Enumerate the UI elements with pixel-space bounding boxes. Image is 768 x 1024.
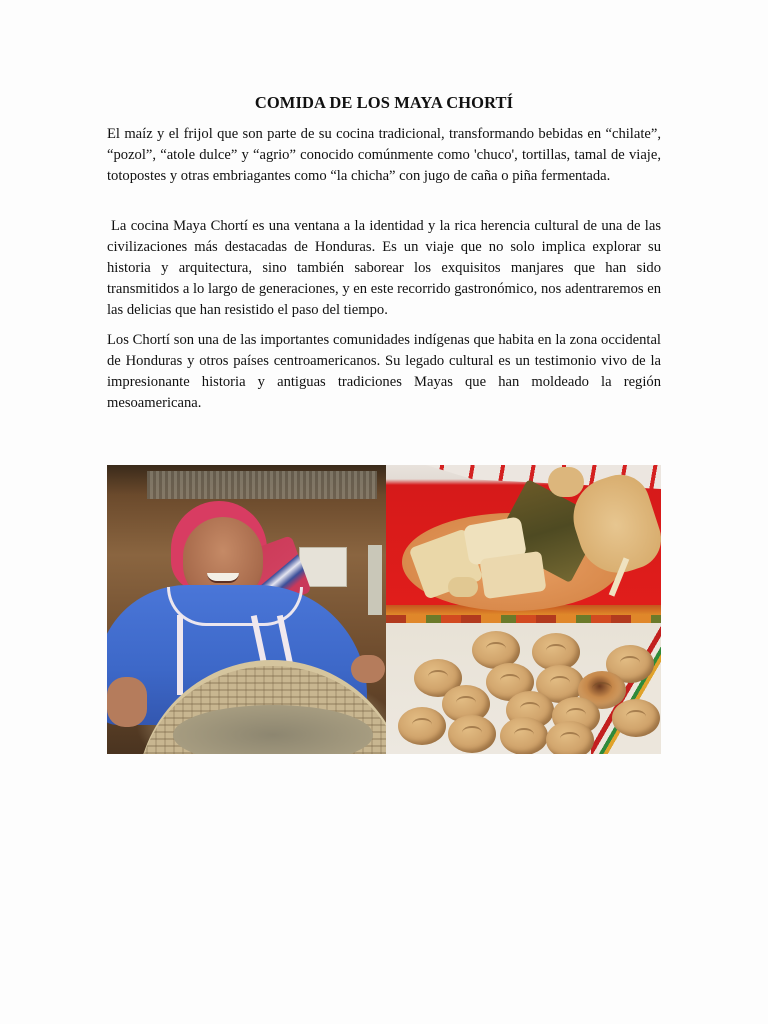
tamal-shape <box>480 551 547 599</box>
window-decor <box>368 545 382 615</box>
photo-totopostes <box>386 615 661 754</box>
cookie-shape <box>398 707 446 745</box>
blouse-stripe <box>177 615 183 695</box>
page-title: COMIDA DE LOS MAYA CHORTÍ <box>254 93 514 112</box>
roof-decor <box>147 471 377 499</box>
cookie-shape <box>500 717 548 754</box>
paragraph-ingredients: El maíz y el frijol que son parte de su cocina tradicional, transformando bebidas en “chilate”, “pozol”, “atole dulce” y “agrio” conocido comúnmente como 'chuco', tortillas, tamal de viaje, totopostes y otras embriagantes como “la chicha” con jugo de caña o piña fermentada. <box>107 126 661 184</box>
paragraph-chorti-community: Los Chortí son una de las importantes comunidades indígenas que habita en la zona occidental de Honduras y otros países centroamericanos. Su legado cultural es un testimonio vivo de la impresionante historia y antiguas tradiciones Mayas que han moldeado la región mesoamericana. <box>107 332 661 411</box>
smile-shape <box>207 573 239 583</box>
food-photo-collage <box>107 465 661 754</box>
paragraph-cuisine-identity: La cocina Maya Chortí es una ventana a la identidad y la rica herencia cultural de una de las civilizaciones más destacadas de Honduras. Es un viaje que no solo implica explorar su historia y arquitectura, sino también saborear los exquisitos manjares que han sido transmitidos a lo largo de generaciones, y en este recorrido gastronómico, nos adentraremos en las delicias que han resistido el paso del tiempo. <box>107 218 661 318</box>
cookie-shape <box>448 715 496 753</box>
tamal-knot-shape <box>448 577 478 597</box>
photo-woman-with-basket <box>107 465 386 754</box>
tamal-bundle-top <box>548 467 584 497</box>
cookie-shape <box>612 699 660 737</box>
hand-shape <box>351 655 385 683</box>
cookie-shape <box>546 721 594 754</box>
hand-shape <box>107 677 147 727</box>
photo-tamales <box>386 465 661 615</box>
